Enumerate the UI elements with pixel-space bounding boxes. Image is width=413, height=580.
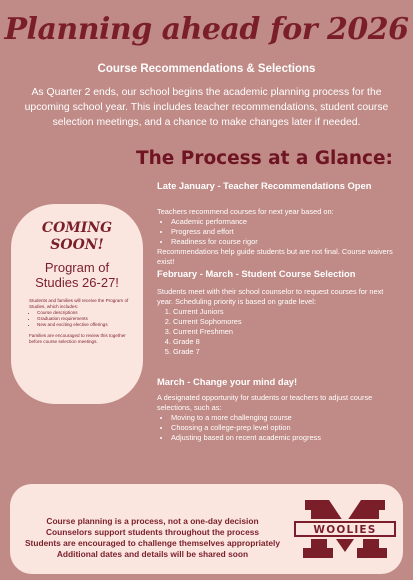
timeline-step-course-selection [157, 268, 397, 357]
footer-text [10, 516, 295, 560]
step-heading: February - March - Student Course Selection [157, 268, 356, 279]
coming-soon-line2: SOON! [50, 237, 104, 253]
footer-line: Students are encouraged to challenge themselves appropriately [24, 538, 281, 548]
coming-soon-intro: Students and families will receive the Program of Studies, which includes: [29, 298, 129, 309]
list-item: 3. Current Freshmen [173, 327, 397, 337]
woolies-logo [291, 496, 399, 560]
list-item: • New and exciting elective offerings [37, 322, 133, 328]
step-outro: Recommendations help guide students but are not final. Course waivers exist! [157, 247, 393, 266]
intro-paragraph: As Quarter 2 ends, our school begins the academic planning process for the upcoming school year. This includes teacher recommendations, student course selection meetings, and a chance to make changes later if needed. [24, 87, 389, 128]
footer-line: Course planning is a process, not a one-day decision [46, 516, 259, 526]
step-heading: March - Change your mind day! [157, 376, 298, 387]
coming-soon-details [29, 298, 133, 345]
list-item: 4. Grade 8 [173, 337, 397, 347]
list-item: • Course descriptions [37, 310, 133, 316]
logo-text: WOOLIES [313, 524, 377, 536]
page-subtitle: Course Recommendations & Selections [97, 63, 316, 75]
footer-line: Additional dates and details will be shared soon [56, 549, 249, 559]
list-item: 5. Grade 7 [173, 347, 397, 357]
coming-soon-line1: COMING [41, 220, 113, 236]
list-item: 2. Current Sophomores [173, 317, 397, 327]
list-item: • Progress and effort [171, 227, 397, 237]
timeline-step-teacher-recommendations [157, 180, 397, 267]
list-item: 1. Current Juniors [173, 307, 397, 317]
list-item: • Academic performance [171, 217, 397, 227]
step-ordered-list [157, 307, 397, 357]
step-bullets [157, 413, 397, 443]
timeline-step-change-your-mind [157, 376, 397, 443]
step-heading: Late January - Teacher Recommendations Open [157, 180, 372, 191]
program-of-studies-title [11, 260, 143, 290]
list-item: • Choosing a college-prep level option [171, 423, 397, 433]
page-title: Planning ahead for 2026 [4, 12, 409, 47]
coming-soon-callout [11, 204, 143, 404]
step-bullets [157, 217, 397, 247]
list-item: • Moving to a more challenging course [171, 413, 397, 423]
list-item: • Graduation requirements [37, 316, 133, 322]
coming-soon-bullets [29, 310, 133, 328]
list-item: • Readiness for course rigor [171, 237, 397, 247]
process-title: The Process at a Glance: [136, 148, 393, 169]
step-intro: A designated opportunity for students or teachers to adjust course selections, such as: [157, 393, 373, 412]
step-intro: Students meet with their school counselor to request courses for next year. Scheduling priority is based on grade level: [157, 287, 384, 306]
list-item: • Adjusting based on recent academic progress [171, 433, 397, 443]
coming-soon-outro: Families are encouraged to review this together before course selection meetings. [29, 333, 126, 344]
step-intro: Teachers recommend courses for next year based on: [157, 207, 334, 216]
program-line2: Studies 26-27! [35, 275, 119, 290]
program-line1: Program of [44, 260, 110, 275]
footer-callout [10, 484, 403, 574]
coming-soon-title [11, 220, 143, 254]
footer-line: Counselors support students throughout the process [45, 527, 260, 537]
